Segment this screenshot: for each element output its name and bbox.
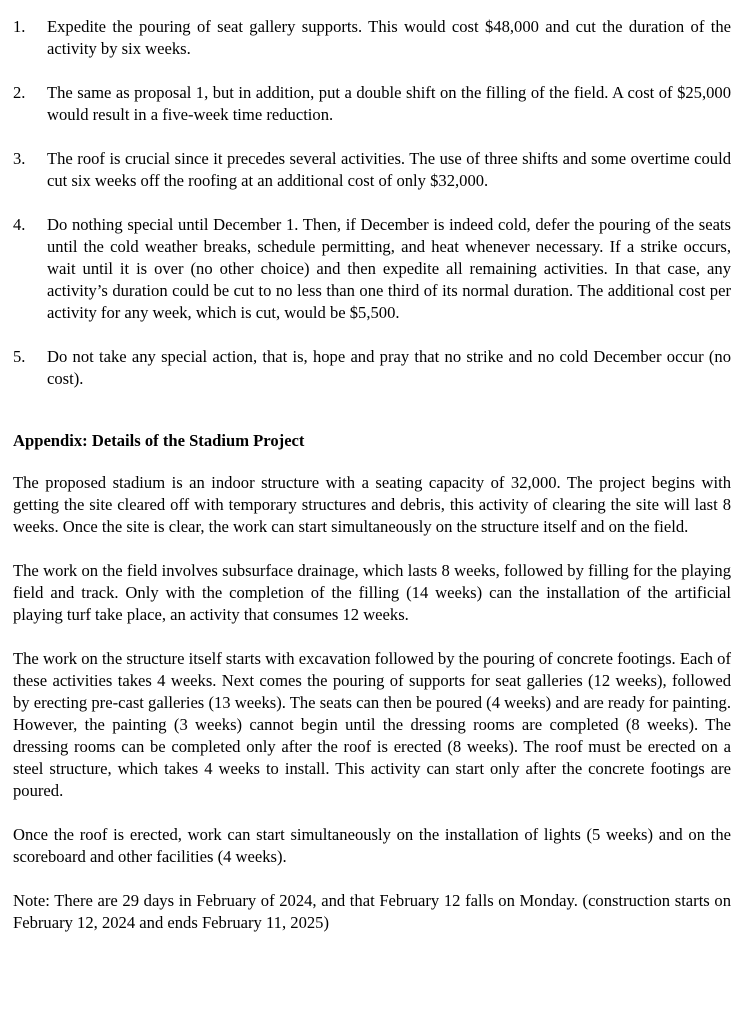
proposal-text: The same as proposal 1, but in addition, put a double shift on the filling of the field. A cost of $25,000 would result in a five-week time reduction.	[47, 83, 731, 124]
proposal-number: 2.	[13, 83, 26, 102]
appendix-paragraph: The proposed stadium is an indoor structure with a seating capacity of 32,000. The project begins with getting the site cleared off with temporary structures and debris, this activity of clearing the site will last 8 weeks. Once the site is clear, the work can start simultaneously on the structure itself and on the field.	[13, 473, 731, 536]
proposal-text: Do nothing special until December 1. Then, if December is indeed cold, defer the pouring of the seats until the cold weather breaks, schedule permitting, and heat whenever necessary. If a strike occurs, wait until it is over (no other choice) and then expedite all remaining activities. In that case, any activity’s duration could be cut to no less than one third of its normal duration. The additional cost per activity for any week, which is cut, would be $5,500.	[47, 215, 731, 322]
proposal-item	[13, 82, 731, 126]
appendix-paragraph: The work on the structure itself starts with excavation followed by the pouring of concrete footings. Each of these activities takes 4 weeks. Next comes the pouring of supports for seat galleries (12 weeks), followed by erecting pre-cast galleries (13 weeks). The seats can then be poured (4 weeks) and are ready for painting. However, the painting (3 weeks) cannot begin until the dressing rooms are completed (8 weeks). The dressing rooms can be completed only after the roof is erected (8 weeks). The roof must be erected on a steel structure, which takes 4 weeks to install. This activity can start only after the concrete footings are poured.	[13, 649, 731, 800]
proposal-number: 4.	[13, 215, 26, 234]
proposal-number: 3.	[13, 149, 26, 168]
proposal-item	[13, 148, 731, 192]
document-page	[13, 16, 731, 956]
proposal-item	[13, 346, 731, 390]
proposal-item	[13, 214, 731, 324]
proposal-list	[13, 16, 731, 390]
proposal-number: 1.	[13, 17, 26, 36]
appendix-note: Note: There are 29 days in February of 2024, and that February 12 falls on Monday. (construction starts on February 12, 2024 and ends February 11, 2025)	[13, 891, 731, 932]
proposal-item	[13, 16, 731, 60]
appendix-heading: Appendix: Details of the Stadium Project	[13, 431, 305, 450]
appendix-paragraph: The work on the field involves subsurface drainage, which lasts 8 weeks, followed by filling for the playing field and track. Only with the completion of the filling (14 weeks) can the installation of the artificial playing turf take place, an activity that consumes 12 weeks.	[13, 561, 731, 624]
appendix-paragraph: Once the roof is erected, work can start simultaneously on the installation of lights (5 weeks) and on the scoreboard and other facilities (4 weeks).	[13, 825, 731, 866]
proposal-text: The roof is crucial since it precedes several activities. The use of three shifts and some overtime could cut six weeks off the roofing at an additional cost of only $32,000.	[47, 149, 731, 190]
proposal-text: Do not take any special action, that is, hope and pray that no strike and no cold December occur (no cost).	[47, 347, 731, 388]
proposal-text: Expedite the pouring of seat gallery supports. This would cost $48,000 and cut the duration of the activity by six weeks.	[47, 17, 731, 58]
proposal-number: 5.	[13, 347, 26, 366]
